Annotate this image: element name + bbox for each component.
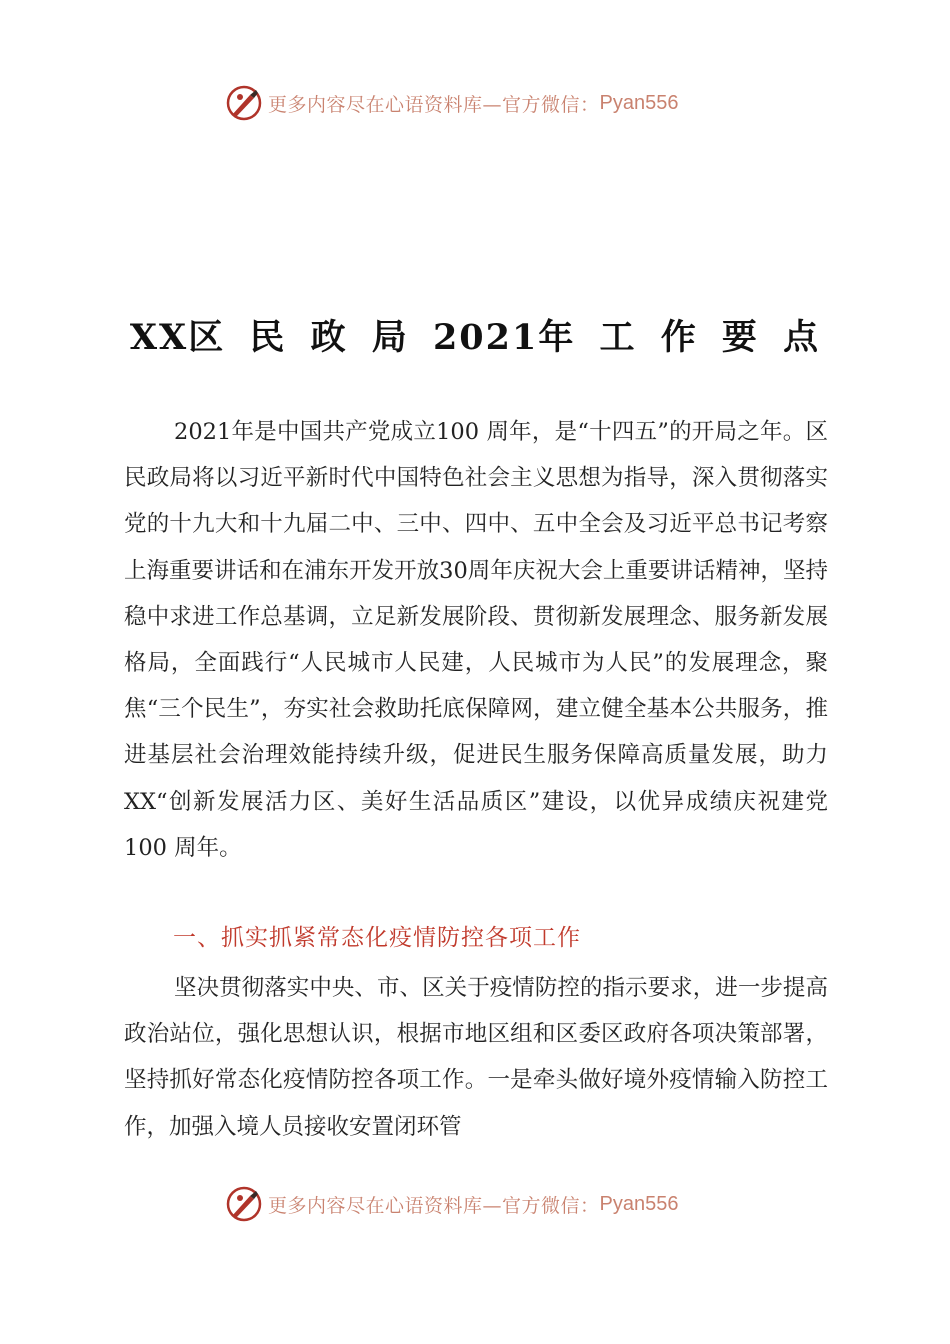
watermark-text: 更多内容尽在心语资料库—官方微信： (268, 93, 600, 116)
footer-watermark (226, 1184, 678, 1224)
pen-logo-icon (226, 85, 262, 121)
header-watermark (226, 83, 678, 123)
section-heading: 一、抓实抓紧常态化疫情防控各项工作 (173, 925, 581, 951)
document-title: XX区 民 政 局 2021年 工 作 要 点 (129, 317, 821, 358)
section-paragraph: 坚决贯彻落实中央、市、区关于疫情防控的指示要求，进一步提高政治站位，强化思想认识，根据市地区组和区委区政府各项决策部署，坚持抓好常态化疫情防控各项工作。一是牵头做好境外疫情输入防控工作，加强入境人员接收安置闭环管 (124, 975, 828, 1140)
watermark-text: 更多内容尽在心语资料库—官方微信： (268, 1194, 600, 1217)
intro-paragraph: 2021年是中国共产党成立100 周年，是“十四五”的开局之年。区民政局将以习近平新时代中国特色社会主义思想为指导，深入贯彻落实党的十九大和十九届二中、三中、四中、五中全会及习近平总书记考察上海重要讲话和在浦东开发开放30周年庆祝大会上重要讲话精神，坚持稳中求进工作总基调，立足新发展阶段、贯彻新发展理念、服务新发展格局，全面践行“人民城市人民建，人民城市为人民”的发展理念，聚焦“三个民生”，夯实社会救助托底保障网，建立健全基本公共服务，推进基层社会治理效能持续升级，促进民生服务保障高质量发展，助力XX“创新发展活力区、美好生活品质区”建设，以优异成绩庆祝建党100 周年。 (124, 419, 828, 861)
pen-logo-icon (226, 1186, 262, 1222)
watermark-wechat-id: Pyan556 (599, 91, 679, 114)
watermark-wechat-id: Pyan556 (599, 1192, 679, 1215)
